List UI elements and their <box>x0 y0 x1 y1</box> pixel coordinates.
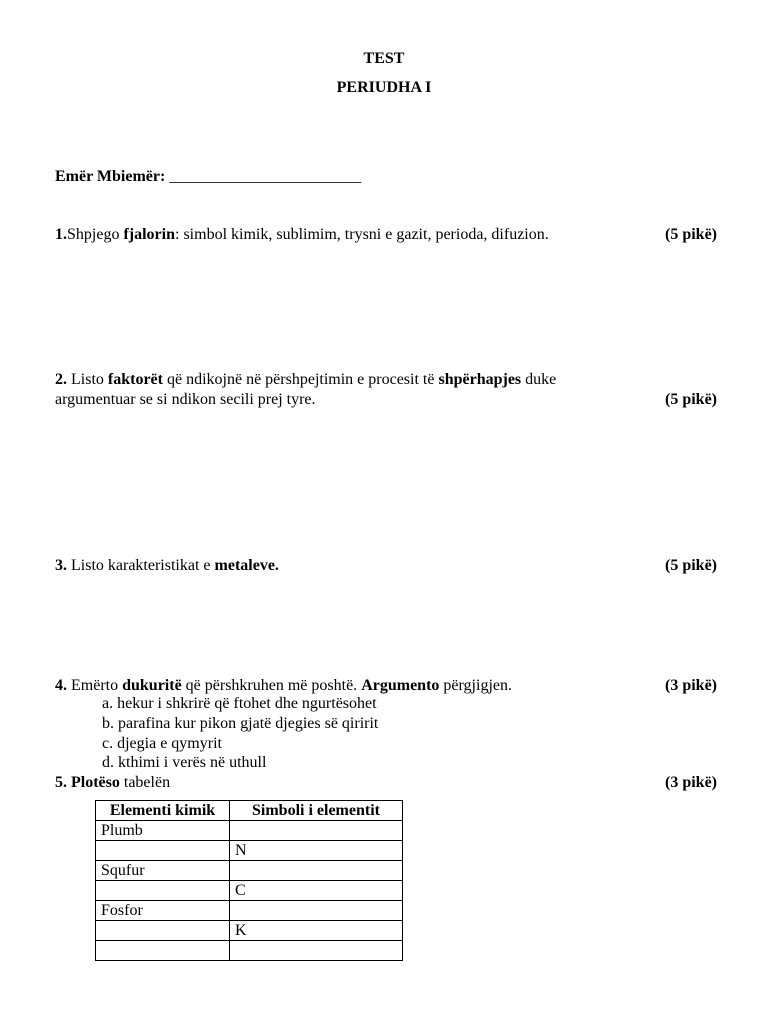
table-row <box>96 881 403 901</box>
question-2-text-mid: që ndikojnë në përshpejtimin e procesit të <box>162 371 439 388</box>
page-subtitle: PERIUDHA I <box>336 79 432 96</box>
question-4-number: 4. <box>55 677 67 694</box>
table-cell-symbol[interactable]: K <box>230 921 403 941</box>
question-1-points: (5 pikë) <box>665 226 717 243</box>
question-1-number: 1. <box>55 226 67 243</box>
table-row <box>96 921 403 941</box>
table-cell-element[interactable] <box>96 841 230 861</box>
page-title: TEST <box>363 50 405 67</box>
table-header-row <box>96 801 403 821</box>
question-1-text: Shpjego <box>67 226 124 243</box>
elements-table <box>95 800 403 961</box>
table-cell-symbol[interactable] <box>230 821 403 841</box>
question-3-keyword: metaleve. <box>214 557 279 574</box>
question-3-number: 3. <box>55 557 67 574</box>
question-2-points: (5 pikë) <box>665 391 717 408</box>
table-cell-symbol[interactable] <box>230 901 403 921</box>
table-cell-element[interactable]: Fosfor <box>96 901 230 921</box>
question-5-points: (3 pikë) <box>665 774 717 791</box>
question-1-keyword: fjalorin <box>123 226 175 243</box>
name-blank: ________________________ <box>169 168 362 185</box>
question-2-line-2: argumentuar se si ndikon secili prej tyre. <box>55 391 316 408</box>
question-2-keyword-2: shpërhapjes <box>438 371 522 388</box>
table-cell-symbol[interactable]: N <box>230 841 403 861</box>
table-cell-symbol[interactable] <box>230 861 403 881</box>
name-field <box>55 167 361 186</box>
table-cell-element[interactable]: Squfur <box>96 861 230 881</box>
question-2-keyword: faktorët <box>107 371 163 388</box>
table-row <box>96 861 403 881</box>
question-4-text: Emërto <box>67 677 123 694</box>
question-2 <box>55 370 556 389</box>
question-2-number: 2. <box>55 371 67 388</box>
question-4-item-c: c. djegia e qymyrit <box>102 735 222 752</box>
question-4-points: (3 pikë) <box>665 677 717 694</box>
question-3 <box>55 556 279 575</box>
table-cell-element[interactable]: Plumb <box>96 821 230 841</box>
table-cell-element[interactable] <box>96 941 230 961</box>
table-row <box>96 841 403 861</box>
question-4-keyword-2: Argumento <box>361 677 440 694</box>
question-5-text: tabelën <box>119 774 171 791</box>
table-cell-element[interactable] <box>96 881 230 901</box>
table-header-symbol: Simboli i elementit <box>230 801 403 821</box>
question-1 <box>55 225 549 244</box>
table-row <box>96 821 403 841</box>
name-label: Emër Mbiemër: <box>55 168 166 185</box>
question-4-keyword: dukuritë <box>122 677 182 694</box>
question-4-item-a: a. hekur i shkrirë që ftohet dhe ngurtësohet <box>102 695 377 712</box>
table-header-element: Elementi kimik <box>96 801 230 821</box>
question-2-text-end: duke <box>521 371 557 388</box>
table-row <box>96 941 403 961</box>
question-5 <box>55 773 170 792</box>
table-cell-symbol[interactable] <box>230 941 403 961</box>
question-1-text-rest: : simbol kimik, sublimim, trysni e gazit, perioda, difuzion. <box>175 226 549 243</box>
table-cell-symbol[interactable]: C <box>230 881 403 901</box>
question-2-text: Listo <box>67 371 108 388</box>
question-3-points: (5 pikë) <box>665 557 717 574</box>
question-4-text-mid: që përshkruhen më poshtë. <box>181 677 362 694</box>
question-4-item-b: b. parafina kur pikon gjatë djegies së qiririt <box>102 715 379 732</box>
question-5-keyword: Plotëso <box>71 774 120 791</box>
table-row <box>96 901 403 921</box>
question-4 <box>55 676 512 695</box>
question-3-text: Listo karakteristikat e <box>67 557 215 574</box>
table-cell-element[interactable] <box>96 921 230 941</box>
question-5-number: 5. <box>55 774 67 791</box>
question-4-text-end: përgjigjen. <box>439 677 512 694</box>
question-4-item-d: d. kthimi i verës në uthull <box>102 754 267 771</box>
